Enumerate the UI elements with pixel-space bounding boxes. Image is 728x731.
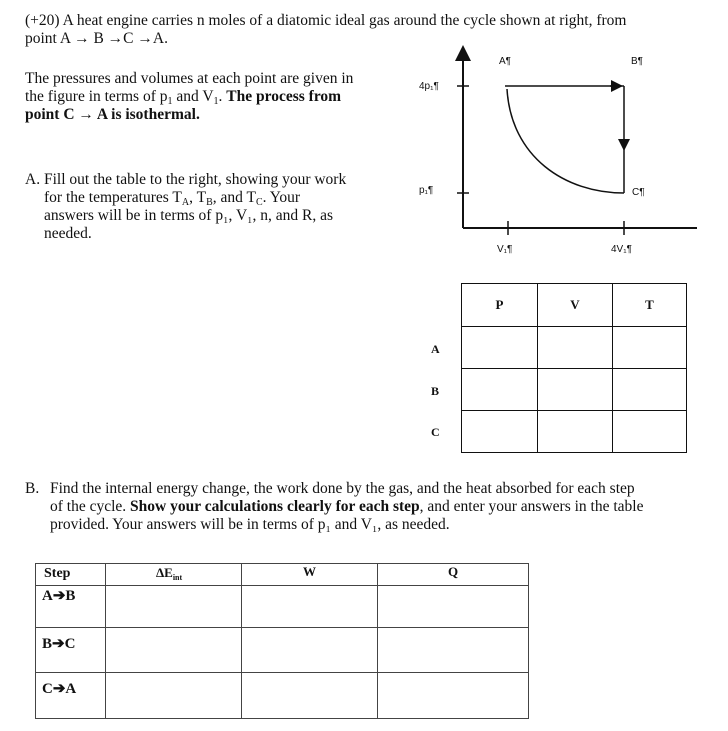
point-c-label: C¶ (632, 187, 645, 198)
cell-c-p[interactable] (462, 411, 538, 453)
cell-a-p[interactable] (462, 327, 538, 369)
part-a-line-4: needed. (44, 225, 92, 242)
part-a-text (44, 171, 394, 243)
work-header: W (242, 564, 378, 586)
cell-ab-e[interactable] (106, 586, 242, 628)
cell-bc-w[interactable] (242, 628, 378, 673)
x-tick-right-label: 4V₁¶ (611, 244, 632, 255)
given-line-1: The pressures and volumes at each point are given in (25, 70, 354, 87)
state-row-b: B (431, 384, 440, 398)
point-a-label: A¶ (499, 56, 512, 67)
part-b-line-1: Find the internal energy change, the work done by the gas, and the heat absorbed for each step (50, 480, 635, 497)
points-label: (+20) (25, 12, 60, 29)
step-row-a-b: A➔B (36, 586, 106, 628)
step-row-c-a: C➔A (36, 673, 106, 719)
state-row-a: A (431, 342, 440, 356)
part-b-line-3: provided. Your answers will be in terms of p₁ and V₁, as needed. (50, 516, 450, 533)
state-table (461, 283, 687, 453)
state-header-v: V (538, 284, 613, 327)
part-a-line-2: for the temperatures $T_A$, $T_B$, and $T_C$. Your (44, 189, 301, 208)
cell-ca-e[interactable] (106, 673, 242, 719)
part-a-line-1: Fill out the table to the right, showing your work (44, 171, 347, 188)
heat-header: Q (378, 564, 529, 586)
point-b-label: B¶ (631, 56, 644, 67)
state-header-t: T (613, 284, 687, 327)
y-tick-low-label: p₁¶ (419, 185, 434, 196)
given-paragraph (25, 70, 405, 124)
process-c-to-a-isotherm (507, 89, 624, 193)
cell-bc-e[interactable] (106, 628, 242, 673)
state-row-c: C (431, 425, 440, 439)
part-b-label: B. (25, 480, 40, 497)
cell-ca-w[interactable] (242, 673, 378, 719)
energy-table (35, 563, 529, 719)
cell-b-v[interactable] (538, 369, 613, 411)
cell-ca-q[interactable] (378, 673, 529, 719)
cell-b-t[interactable] (613, 369, 687, 411)
pv-diagram (405, 45, 715, 260)
cell-ab-q[interactable] (378, 586, 529, 628)
intro-line-2: point A → B →C →A. (25, 30, 168, 47)
intro-line-1: A heat engine carries n moles of a diatomic ideal gas around the cycle shown at right, from (62, 12, 627, 29)
x-tick-left-label: V₁¶ (497, 244, 513, 255)
cell-b-p[interactable] (462, 369, 538, 411)
cell-a-v[interactable] (538, 327, 613, 369)
cell-ab-w[interactable] (242, 586, 378, 628)
part-b-text (50, 480, 720, 534)
cell-c-t[interactable] (613, 411, 687, 453)
part-b-line-2: of the cycle. Show your calculations clearly for each step, and enter your answers in the table (50, 498, 644, 515)
y-tick-high-label: 4p₁¶ (419, 81, 439, 92)
cell-c-v[interactable] (538, 411, 613, 453)
given-line-2: the figure in terms of $p_1$ and $V_1$. The process from (25, 88, 342, 107)
isothermal-note-1: The process from (226, 88, 342, 105)
state-header-p: P (462, 284, 538, 327)
cell-bc-q[interactable] (378, 628, 529, 673)
step-row-b-c: B➔C (36, 628, 106, 673)
intro-paragraph (25, 12, 715, 48)
cell-a-t[interactable] (613, 327, 687, 369)
isothermal-note-2: point C → A is isothermal. (25, 106, 200, 123)
part-a-label: A. (25, 171, 41, 188)
part-a-line-3: answers will be in terms of p₁, V₁, n, and R, as (44, 207, 334, 224)
step-header: Step (36, 564, 106, 586)
delta-e-header: $\Delta E_{int}$ (106, 564, 242, 586)
